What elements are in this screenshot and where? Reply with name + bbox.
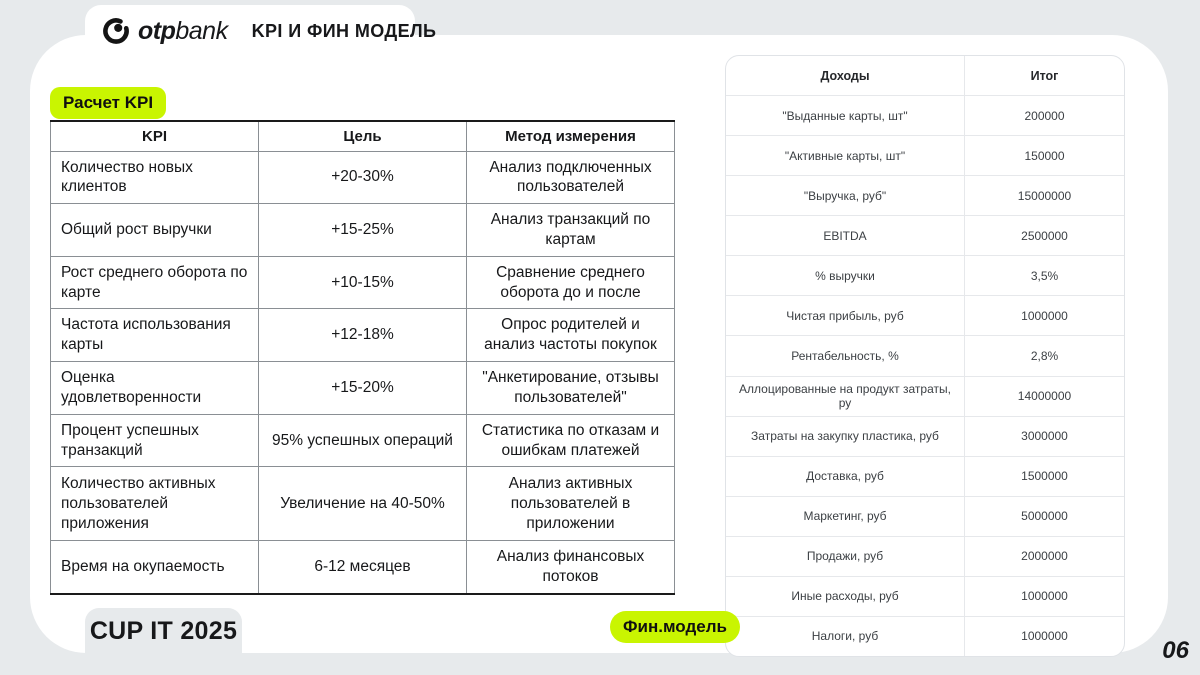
metric-value: 3,5% [1030,268,1059,283]
table-row [726,377,1124,417]
metric-value: 1000000 [1021,589,1068,604]
table-row [51,204,675,257]
method-cell: Анализ подключенных пользователей [467,151,675,204]
method-cell: Статистика по отказам и ошибкам платежей [467,414,675,467]
kpi-cell: Количество активных пользователей приложения [51,467,259,541]
metric-label: Затраты на закупку пластика, руб [726,417,965,456]
metric-value: 14000000 [1017,389,1072,404]
table-row [51,414,675,467]
total-col-header: Итог [1030,68,1059,83]
finance-table-header-row [726,56,1124,96]
table-row [51,151,675,204]
table-row [51,467,675,541]
table-row [726,457,1124,497]
kpi-cell: Общий рост выручки [51,204,259,257]
metric-value: 2,8% [1030,348,1059,363]
metric-label: Налоги, руб [726,617,965,656]
page-title: KPI И ФИН МОДЕЛЬ [251,20,437,41]
metric-label: % выручки [726,256,965,295]
kpi-cell: Частота использования карты [51,309,259,362]
metric-value: 1000000 [1021,629,1068,644]
metric-label: Чистая прибыль, руб [726,296,965,335]
table-row [726,577,1124,617]
table-row [726,497,1124,537]
metric-value: 3000000 [1021,429,1068,444]
kpi-table-header-row [51,121,675,151]
table-row [51,256,675,309]
method-cell: Анализ транзакций по картам [467,204,675,257]
metric-value: 150000 [1024,148,1065,163]
method-cell: Анализ активных пользователей в приложении [467,467,675,541]
table-row [726,256,1124,296]
method-cell: Сравнение среднего оборота до и после [467,256,675,309]
header [85,5,437,57]
kpi-cell: Оценка удовлетворенности [51,362,259,415]
table-row [726,296,1124,336]
metric-value: 2000000 [1021,549,1068,564]
goal-cell: Увеличение на 40-50% [259,467,467,541]
finance-section-label: Фин.модель [610,611,740,643]
table-row [726,176,1124,216]
metric-label: "Выручка, руб" [726,176,965,215]
metric-label: Иные расходы, руб [726,577,965,616]
metric-value: 200000 [1024,108,1065,123]
metric-value: 2500000 [1021,228,1068,243]
goal-cell: +12-18% [259,309,467,362]
metric-value: 5000000 [1021,509,1068,524]
table-row [726,417,1124,457]
event-badge: CUP IT 2025 [85,608,242,675]
income-col-header: Доходы [726,56,965,95]
page-number: 06 [1162,637,1189,664]
metric-label: "Выданные карты, шт" [726,96,965,135]
kpi-cell: Рост среднего оборота по карте [51,256,259,309]
table-row [726,336,1124,376]
goal-cell: 95% успешных операций [259,414,467,467]
metric-value: 1500000 [1021,469,1068,484]
metric-label: Маркетинг, руб [726,497,965,536]
logo-text-bold: otp [138,16,176,45]
otpbank-logo-icon [101,16,131,46]
metric-label: EBITDA [726,216,965,255]
goal-cell: 6-12 месяцев [259,541,467,594]
kpi-col-header: KPI [51,121,259,151]
table-row [51,309,675,362]
metric-label: Доставка, руб [726,457,965,496]
method-cell: Анализ финансовых потоков [467,541,675,594]
table-row [726,537,1124,577]
kpi-table [50,120,675,595]
table-row [726,617,1124,656]
goal-cell: +15-20% [259,362,467,415]
kpi-cell: Время на окупаемость [51,541,259,594]
table-row [51,362,675,415]
goal-cell: +20-30% [259,151,467,204]
metric-label: "Активные карты, шт" [726,136,965,175]
goal-cell: +15-25% [259,204,467,257]
table-row [726,96,1124,136]
metric-value: 15000000 [1017,188,1072,203]
method-cell: "Анкетирование, отзывы пользователей" [467,362,675,415]
table-row [51,541,675,594]
otpbank-logotype [138,17,228,46]
metric-label: Аллоцированные на продукт затраты, ру [726,377,965,416]
method-cell: Опрос родителей и анализ частоты покупок [467,309,675,362]
kpi-cell: Процент успешных транзакций [51,414,259,467]
table-row [726,136,1124,176]
logo-text-light: bank [175,16,228,45]
metric-label: Рентабельность, % [726,336,965,375]
metric-label: Продажи, руб [726,537,965,576]
goal-cell: +10-15% [259,256,467,309]
kpi-section-label: Расчет KPI [50,87,166,119]
table-row [726,216,1124,256]
method-col-header: Метод измерения [467,121,675,151]
goal-col-header: Цель [259,121,467,151]
finance-table [725,55,1125,657]
metric-value: 1000000 [1021,308,1068,323]
kpi-cell: Количество новых клиентов [51,151,259,204]
